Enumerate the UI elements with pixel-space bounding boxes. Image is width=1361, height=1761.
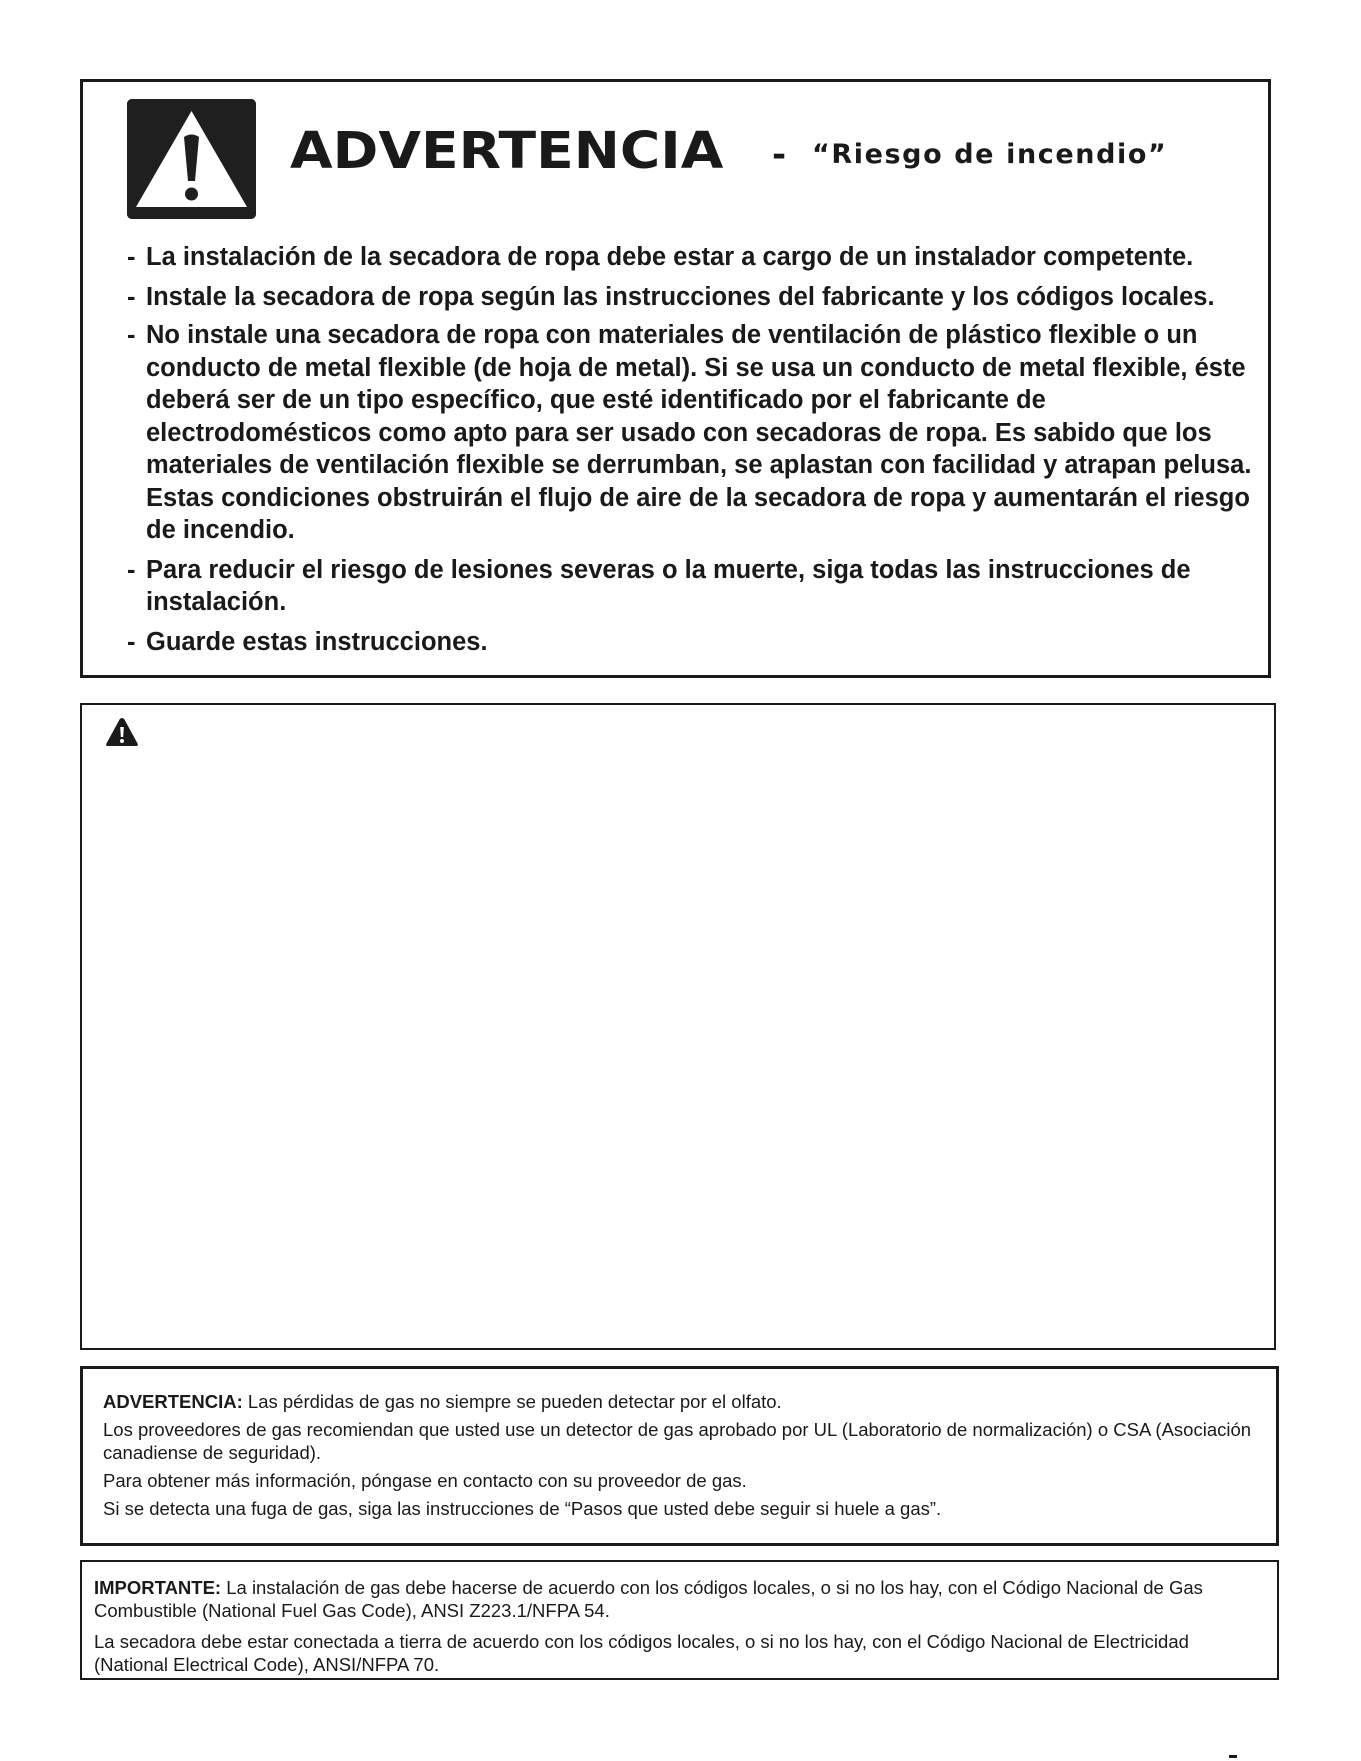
list-dash: - xyxy=(127,282,136,311)
list-dash: - xyxy=(127,243,136,271)
list-item-text: Guarde estas instrucciones. xyxy=(146,627,488,656)
fire-warning-box xyxy=(80,79,1271,678)
gas-warning-lead: ADVERTENCIA: xyxy=(103,1391,243,1412)
important-gas-text: La instalación de gas debe hacerse de acuerdo con los códigos locales, o si no los hay, con el Código Nacional de Gas Combustible (National Fuel Gas Code), ANSI Z223.1/NFPA 54. xyxy=(94,1577,1203,1621)
list-item xyxy=(127,626,1267,659)
important-lead: IMPORTANTE: xyxy=(94,1577,222,1598)
list-item xyxy=(127,554,1267,619)
list-item-text: Instale la secadora de ropa según las instrucciones del fabricante y los códigos locales. xyxy=(146,282,1215,311)
list-item-text: No instale una secadora de ropa con materiales de ventilación de plástico flexible o un conducto de metal flexible (de hoja de metal). Si se usa un conducto de metal flexible, éste deberá ser de un tipo específico, que esté identificado por el fabricante de electrodomésticos como apto para ser usado con secadoras de ropa. Es sabido que los materiales de ventilación flexible se derrumban, se aplastan con facilidad y atrapan pelusa. Estas condiciones obstruirán el flujo de aire de la secadora de ropa y aumentarán el riesgo de incendio. xyxy=(146,321,1252,544)
list-dash: - xyxy=(127,627,136,656)
list-item xyxy=(127,281,1267,314)
fire-warning-list xyxy=(127,241,1267,658)
gas-warning-line xyxy=(103,1390,1258,1413)
gas-warning-text: Las pérdidas de gas no siempre se pueden detectar por el olfato. xyxy=(247,1391,782,1412)
list-dash: - xyxy=(127,555,136,584)
list-item-text: La instalación de la secadora de ropa debe estar a cargo de un instalador competente. xyxy=(146,243,1194,271)
warning-triangle-icon xyxy=(105,716,139,748)
list-dash: - xyxy=(127,321,136,349)
important-ground-paragraph: La secadora debe estar conectada a tierra de acuerdo con los códigos locales, o si no los hay, con el Código Nacional de Electricidad (National Electrical Code), ANSI/NFPA 70. xyxy=(94,1631,1189,1675)
hazard-box xyxy=(80,703,1276,1350)
warning-title: ADVERTENCIA xyxy=(290,122,724,181)
warning-heading xyxy=(290,122,1168,181)
title-separator: - xyxy=(772,135,787,175)
important-box xyxy=(80,1560,1279,1680)
page-edge-mark xyxy=(1229,1755,1237,1758)
gas-info-text: Para obtener más información, póngase en contacto con su proveedor de gas. xyxy=(103,1470,747,1491)
list-item xyxy=(127,319,1267,547)
warning-subtitle: “Riesgo de incendio” xyxy=(812,139,1168,170)
warning-triangle-icon xyxy=(127,99,256,219)
gas-leak-text: Si se detecta una fuga de gas, siga las instrucciones de “Pasos que usted debe seguir si huele a gas”. xyxy=(103,1498,942,1519)
gas-detector-text: Los proveedores de gas recomiendan que usted use un detector de gas aprobado por UL (Laboratorio de normalización) o CSA (Asociación canadiense de seguridad). xyxy=(103,1419,1252,1463)
list-item xyxy=(127,241,1267,274)
gas-warning-box xyxy=(80,1366,1279,1546)
list-item-text: Para reducir el riesgo de lesiones severas o la muerte, siga todas las instrucciones de instalación. xyxy=(146,555,1191,616)
important-gas-paragraph xyxy=(94,1576,1263,1622)
